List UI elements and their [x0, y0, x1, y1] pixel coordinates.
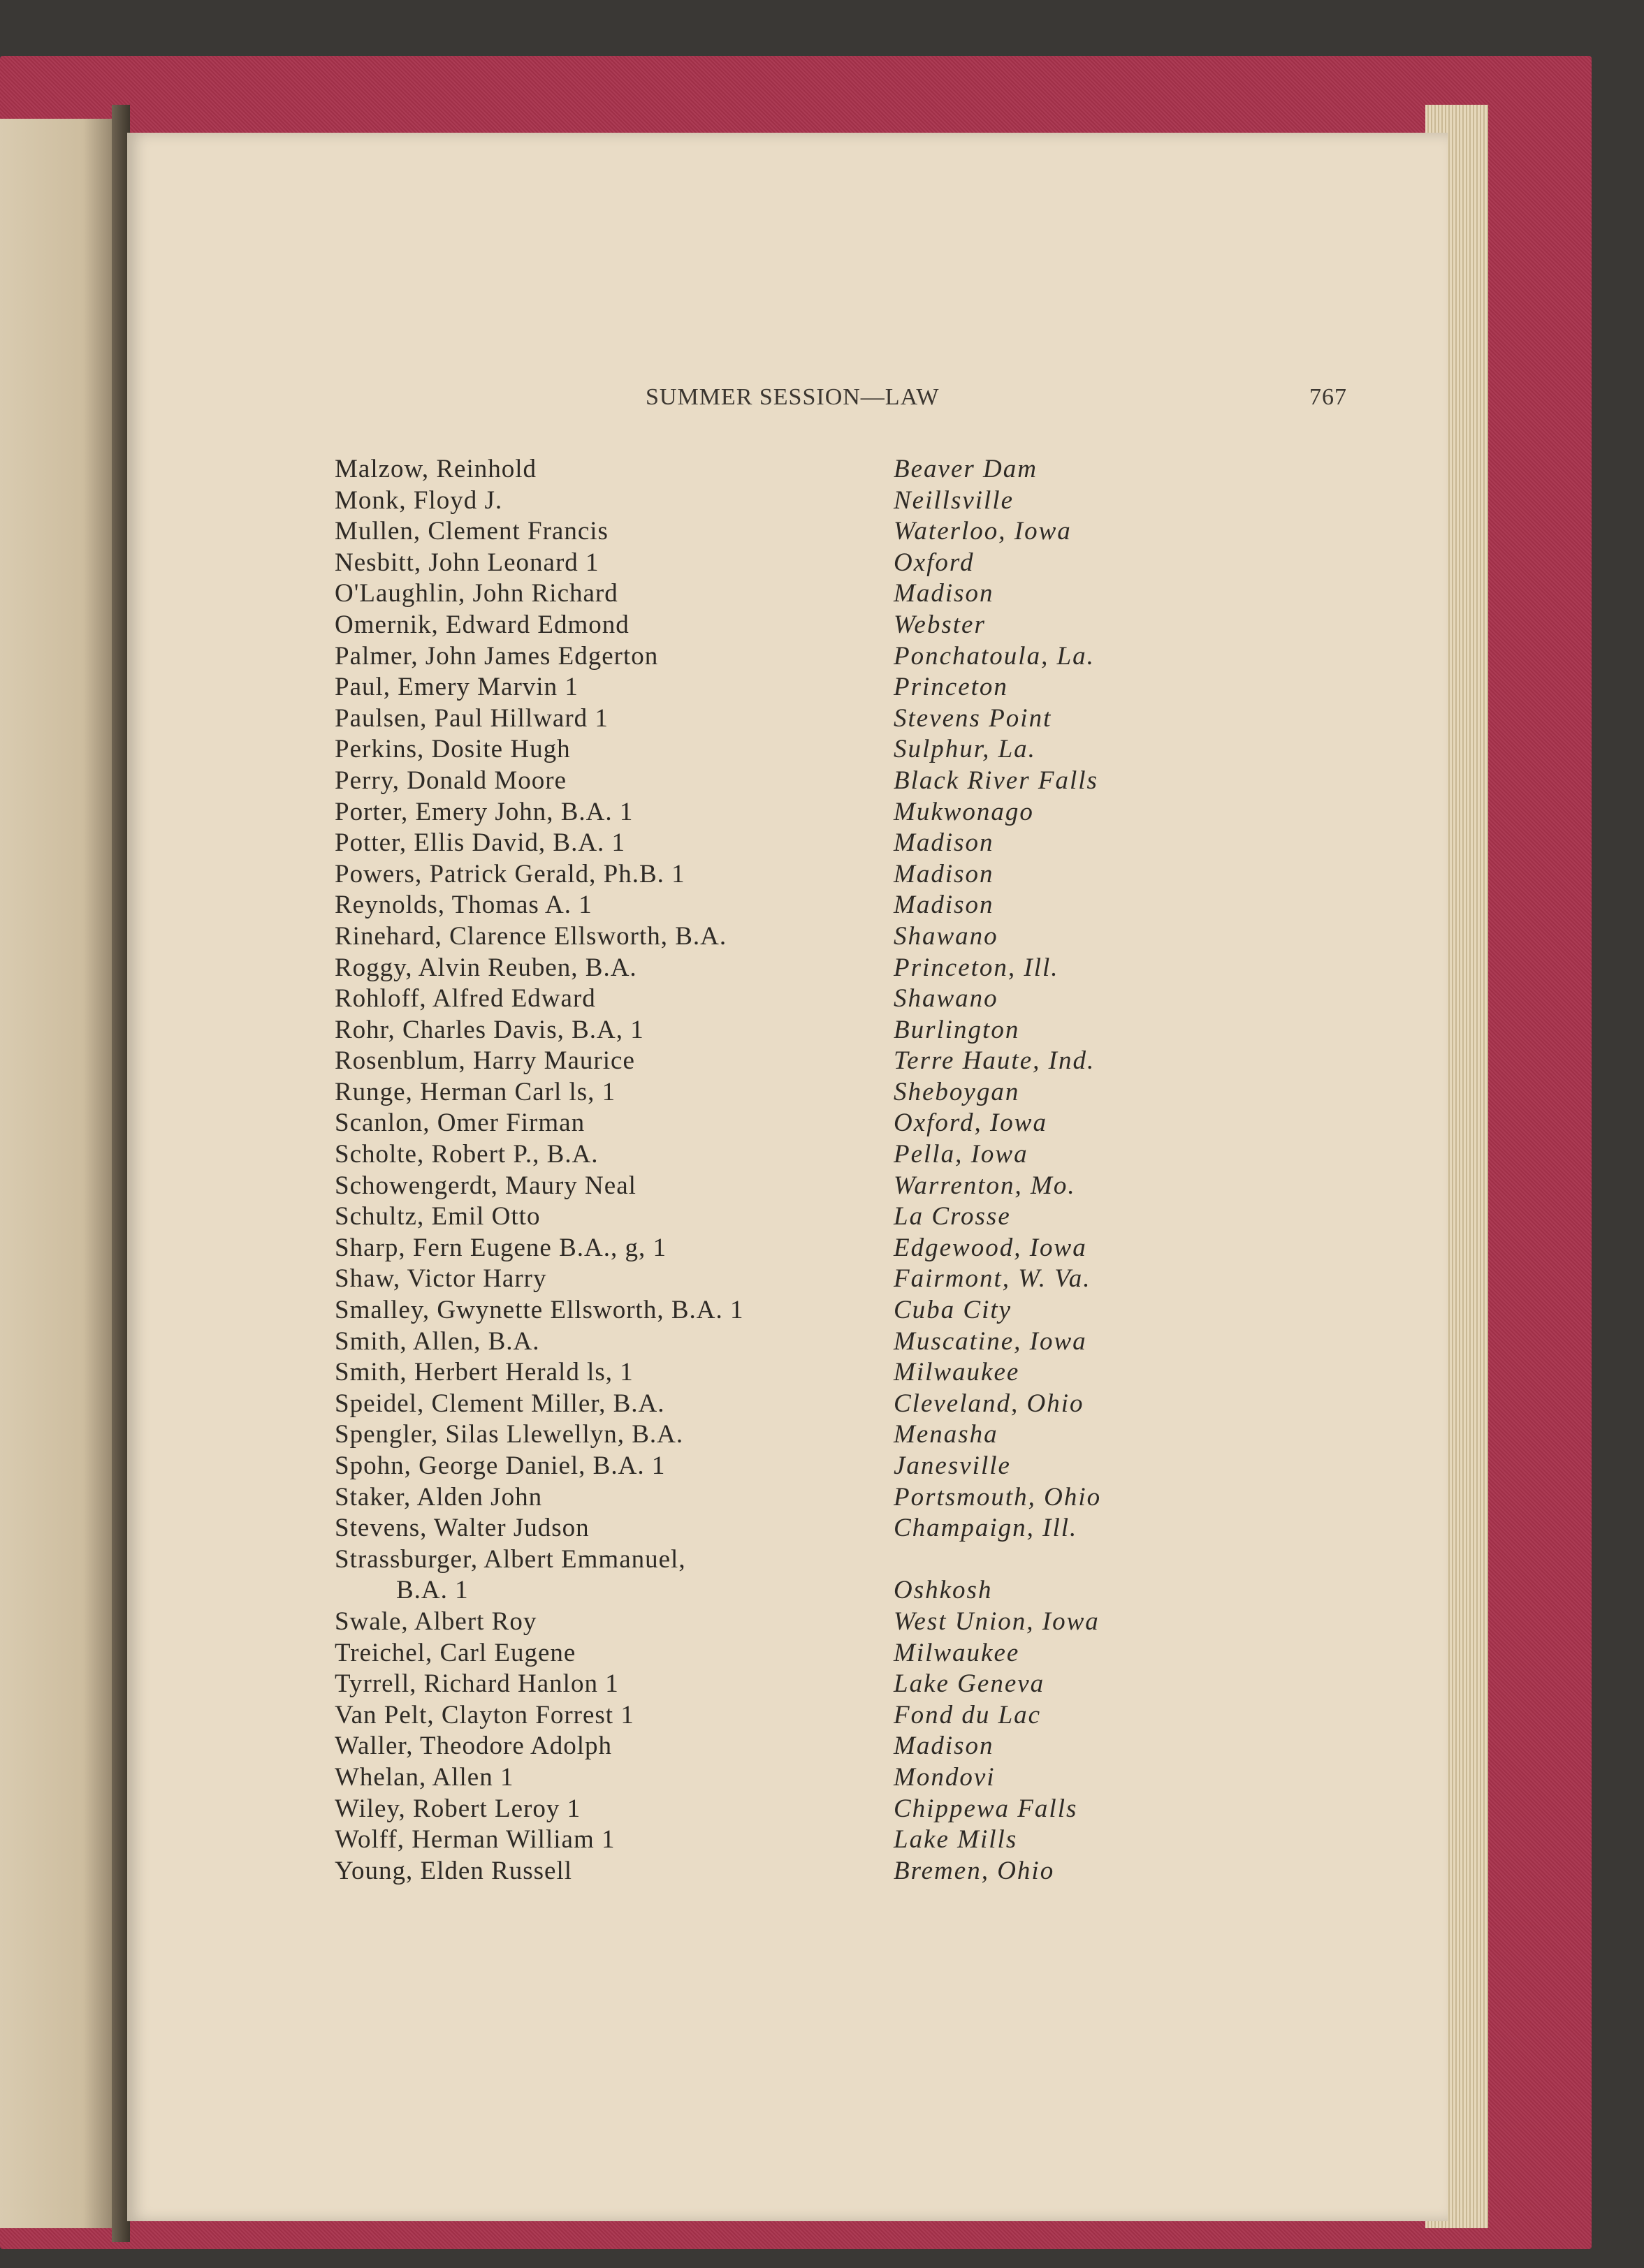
student-hometown: Milwaukee	[894, 1638, 1020, 1667]
student-hometown: Shawano	[894, 984, 998, 1014]
student-entry	[335, 485, 1313, 517]
student-name: Porter, Emery John, B.A. 1	[335, 797, 634, 826]
student-name: Staker, Alden John	[335, 1482, 543, 1512]
student-hometown: Portsmouth, Ohio	[894, 1482, 1102, 1512]
student-entry	[335, 1575, 1313, 1607]
student-name: Schultz, Emil Otto	[335, 1202, 541, 1231]
student-hometown: Madison	[894, 859, 994, 888]
student-name: Smith, Herbert Herald ls, 1	[335, 1358, 634, 1387]
student-name: Smalley, Gwynette Ellsworth, B.A. 1	[335, 1296, 744, 1325]
student-hometown: Sulphur, La.	[894, 735, 1036, 764]
student-entry	[335, 578, 1313, 610]
student-entry	[335, 890, 1313, 921]
student-entry	[335, 454, 1313, 485]
student-hometown: Terre Haute, Ind.	[894, 1046, 1096, 1076]
student-name: Perkins, Dosite Hugh	[335, 735, 571, 764]
student-entry	[335, 1389, 1313, 1420]
student-hometown: Pella, Iowa	[894, 1140, 1028, 1169]
page-number: 767	[1309, 384, 1347, 410]
student-hometown: Princeton, Ill.	[894, 953, 1059, 982]
student-hometown: Ponchatoula, La.	[894, 641, 1095, 671]
student-entry	[335, 1419, 1313, 1451]
student-entry	[335, 610, 1313, 641]
student-entry	[335, 1700, 1313, 1732]
student-entry	[335, 1482, 1313, 1514]
student-hometown: Princeton	[894, 673, 1008, 702]
student-name: Paulsen, Paul Hillward 1	[335, 703, 609, 733]
student-name: Wiley, Robert Leroy 1	[335, 1794, 581, 1823]
student-entry	[335, 1731, 1313, 1762]
student-entry	[335, 953, 1313, 984]
student-hometown: Stevens Point	[894, 703, 1052, 733]
student-name: Powers, Patrick Gerald, Ph.B. 1	[335, 859, 685, 888]
book-page	[127, 133, 1448, 2221]
student-name: B.A. 1	[396, 1576, 469, 1605]
student-entry	[335, 859, 1313, 891]
student-hometown: Mondovi	[894, 1762, 996, 1792]
running-head	[127, 384, 1448, 419]
student-hometown: Oxford	[894, 548, 975, 577]
student-hometown: Menasha	[894, 1420, 998, 1449]
student-name: Potter, Ellis David, B.A. 1	[335, 828, 626, 858]
student-hometown: Bremen, Ohio	[894, 1856, 1055, 1885]
student-name: Van Pelt, Clayton Forrest 1	[335, 1700, 634, 1729]
student-entry	[335, 921, 1313, 953]
student-hometown: Janesville	[894, 1451, 1011, 1480]
student-hometown: Beaver Dam	[894, 455, 1038, 483]
student-hometown: Burlington	[894, 1015, 1020, 1044]
student-entry	[335, 1233, 1313, 1264]
student-name: Runge, Herman Carl ls, 1	[335, 1077, 616, 1106]
student-entry	[335, 1513, 1313, 1544]
student-entry	[335, 1762, 1313, 1794]
student-entry	[335, 1046, 1313, 1077]
student-name: Wolff, Herman William 1	[335, 1825, 616, 1854]
student-entry	[335, 672, 1313, 703]
student-hometown: Oxford, Iowa	[894, 1109, 1047, 1138]
student-hometown: La Crosse	[894, 1202, 1011, 1231]
student-entry	[335, 1201, 1313, 1233]
student-name: Reynolds, Thomas A. 1	[335, 891, 592, 920]
student-name: Treichel, Carl Eugene	[335, 1638, 576, 1667]
student-entry	[335, 1451, 1313, 1482]
student-name: Speidel, Clement Miller, B.A.	[335, 1389, 665, 1418]
student-hometown: Edgewood, Iowa	[894, 1233, 1087, 1262]
student-hometown: Cuba City	[894, 1296, 1012, 1325]
student-name: Malzow, Reinhold	[335, 455, 537, 483]
student-name: Young, Elden Russell	[335, 1856, 573, 1885]
student-entry	[335, 766, 1313, 797]
student-entry	[335, 1607, 1313, 1638]
student-hometown: Neillsville	[894, 485, 1014, 515]
student-entry	[335, 1794, 1313, 1825]
student-entry	[335, 1326, 1313, 1358]
facing-page-edge	[0, 119, 119, 2228]
student-entry	[335, 1669, 1313, 1700]
student-name: Scanlon, Omer Firman	[335, 1109, 585, 1138]
student-name: Swale, Albert Roy	[335, 1607, 537, 1636]
student-name: Rohloff, Alfred Edward	[335, 984, 596, 1014]
student-entry	[335, 548, 1313, 579]
student-list	[335, 454, 1313, 1887]
student-name: Omernik, Edward Edmond	[335, 610, 630, 639]
student-entry	[335, 1824, 1313, 1856]
student-name: Strassburger, Albert Emmanuel,	[335, 1544, 686, 1574]
student-hometown: Chippewa Falls	[894, 1794, 1078, 1823]
student-entry	[335, 1171, 1313, 1202]
student-name: Sharp, Fern Eugene B.A., g, 1	[335, 1233, 667, 1262]
student-name: Scholte, Robert P., B.A.	[335, 1140, 599, 1169]
student-entry	[335, 1357, 1313, 1389]
student-entry	[335, 1108, 1313, 1139]
student-name: Spengler, Silas Llewellyn, B.A.	[335, 1420, 684, 1449]
student-name: Spohn, George Daniel, B.A. 1	[335, 1451, 666, 1480]
student-hometown: West Union, Iowa	[894, 1607, 1100, 1636]
student-name: Perry, Donald Moore	[335, 766, 567, 795]
student-hometown: Webster	[894, 610, 986, 639]
student-entry	[335, 1295, 1313, 1326]
student-hometown: Waterloo, Iowa	[894, 517, 1072, 546]
student-name: Shaw, Victor Harry	[335, 1264, 547, 1294]
student-hometown: Mukwonago	[894, 797, 1034, 826]
student-hometown: Cleveland, Ohio	[894, 1389, 1084, 1418]
student-name: Roggy, Alvin Reuben, B.A.	[335, 953, 637, 982]
student-entry	[335, 1077, 1313, 1109]
student-name: Rosenblum, Harry Maurice	[335, 1046, 635, 1076]
student-entry	[335, 1264, 1313, 1295]
student-entry	[335, 828, 1313, 859]
student-hometown: Fond du Lac	[894, 1700, 1042, 1729]
student-hometown: Lake Mills	[894, 1825, 1018, 1854]
student-name: Rinehard, Clarence Ellsworth, B.A.	[335, 921, 727, 951]
student-hometown: Madison	[894, 828, 994, 858]
student-name: Nesbitt, John Leonard 1	[335, 548, 599, 577]
student-entry	[335, 1139, 1313, 1171]
running-head-title: SUMMER SESSION—LAW	[646, 384, 940, 410]
student-entry	[335, 1015, 1313, 1046]
student-name: Rohr, Charles Davis, B.A, 1	[335, 1015, 644, 1044]
student-entry	[335, 734, 1313, 766]
student-entry	[335, 797, 1313, 828]
student-name: Mullen, Clement Francis	[335, 517, 609, 546]
student-entry	[335, 516, 1313, 548]
student-name: Tyrrell, Richard Hanlon 1	[335, 1669, 619, 1699]
student-hometown: Sheboygan	[894, 1077, 1020, 1106]
student-hometown: Madison	[894, 1732, 994, 1761]
student-name: Monk, Floyd J.	[335, 485, 503, 515]
student-entry	[335, 641, 1313, 673]
student-hometown: Madison	[894, 891, 994, 920]
student-name: Schowengerdt, Maury Neal	[335, 1171, 636, 1200]
student-hometown: Oshkosh	[894, 1576, 993, 1605]
student-name: Palmer, John James Edgerton	[335, 641, 659, 671]
student-hometown: Milwaukee	[894, 1358, 1020, 1387]
student-name: Paul, Emery Marvin 1	[335, 673, 579, 702]
student-hometown: Muscatine, Iowa	[894, 1326, 1087, 1356]
student-entry	[335, 1638, 1313, 1669]
student-entry	[335, 983, 1313, 1015]
student-hometown: Madison	[894, 579, 994, 608]
student-hometown: Warrenton, Mo.	[894, 1171, 1076, 1200]
student-entry	[335, 1544, 1313, 1576]
student-hometown: Lake Geneva	[894, 1669, 1045, 1699]
student-name: Whelan, Allen 1	[335, 1762, 514, 1792]
student-hometown: Fairmont, W. Va.	[894, 1264, 1091, 1294]
student-hometown: Shawano	[894, 921, 998, 951]
student-entry	[335, 1856, 1313, 1887]
student-hometown: Black River Falls	[894, 766, 1098, 795]
student-name: Stevens, Walter Judson	[335, 1514, 590, 1543]
student-name: O'Laughlin, John Richard	[335, 579, 618, 608]
student-entry	[335, 703, 1313, 735]
student-name: Waller, Theodore Adolph	[335, 1732, 613, 1761]
student-hometown: Champaign, Ill.	[894, 1514, 1078, 1543]
student-name: Smith, Allen, B.A.	[335, 1326, 540, 1356]
